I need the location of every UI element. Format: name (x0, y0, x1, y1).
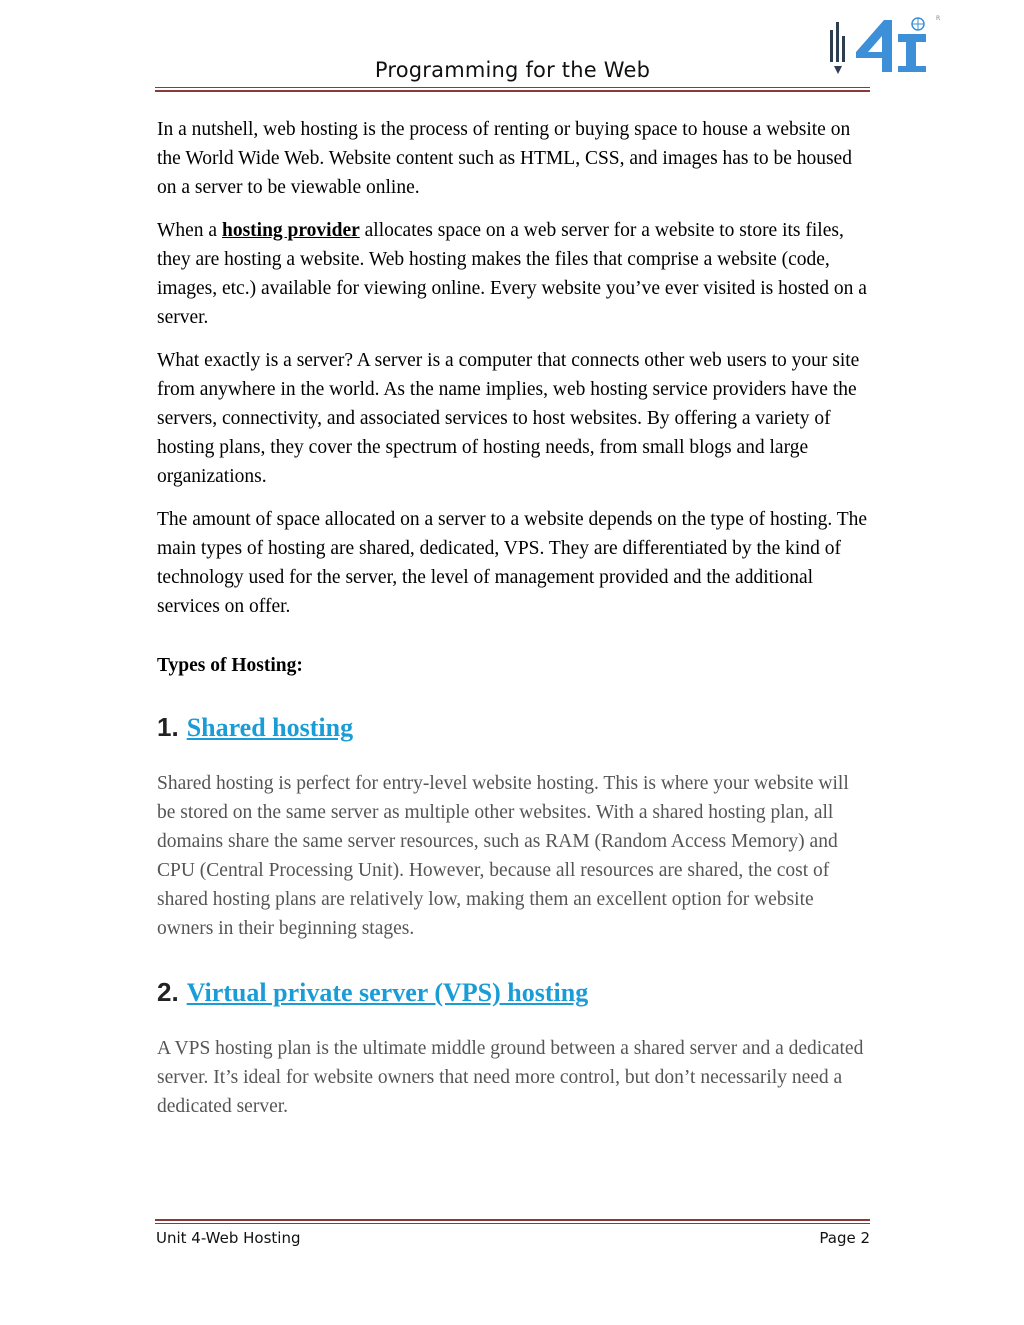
4i-logo-icon (826, 12, 946, 82)
section-heading-vps (157, 975, 872, 1010)
paragraph-server: What exactly is a server? A server is a computer that connects other web users to your site from anywhere in the world. As the name implies, web hosting service providers have the servers, connectivity, and associated services to host websites. By offering a variety of hosting plans, they cover the spectrum of hosting needs, from small blogs and large organizations. (157, 350, 860, 487)
section-number: 2. (157, 977, 179, 1007)
paragraph-text: When a (157, 220, 222, 241)
paragraph-vps-hosting: A VPS hosting plan is the ultimate middle ground between a shared server and a dedicated server. It’s ideal for website owners that need more control, but don’t necessarily need a dedicated server. (157, 1038, 864, 1117)
header-title: Programming for the Web (374, 58, 651, 82)
paragraph-space: The amount of space allocated on a server to a website depends on the type of hosting. The main types of hosting are shared, dedicated, VPS. They are differentiated by the kind of technology used for the server, the level of management provided and the additional services on offer. (157, 509, 868, 617)
document-body (157, 115, 872, 1135)
types-of-hosting-heading: Types of Hosting: (157, 655, 303, 676)
footer-unit-label: Unit 4-Web Hosting (156, 1229, 301, 1247)
vps-hosting-link[interactable]: Virtual private server (VPS) hosting (186, 978, 589, 1007)
registered-mark: R (936, 15, 941, 22)
paragraph-shared-hosting: Shared hosting is perfect for entry-level website hosting. This is where your website will be stored on the same server as multiple other websites. With a shared hosting plan, all domains share the same server resources, such as RAM (Random Access Memory) and CPU (Central Processing Unit). However, because all resources are shared, the cost of shared hosting plans are relatively low, making them an excellent option for website owners in their beginning stages. (157, 773, 849, 939)
hosting-provider-link[interactable]: hosting provider (221, 220, 360, 241)
shared-hosting-link[interactable]: Shared hosting (186, 713, 354, 742)
paragraph-hosting-provider (157, 216, 872, 332)
section-number: 1. (157, 712, 179, 742)
paragraph-text: allocates space on a web server for a website to store its files, they are hosting a website. Web hosting makes the files that comprise a website (code, images, etc.) available for viewing online. Every website you’ve ever visited is hosted on a server. (157, 220, 867, 328)
header-rule (155, 87, 870, 92)
section-heading-shared (157, 710, 872, 745)
paragraph-intro: In a nutshell, web hosting is the process of renting or buying space to house a website on the World Wide Web. Website content such as HTML, CSS, and images has to be housed on a server to be viewable online. (157, 119, 852, 198)
footer-page-number: Page 2 (819, 1229, 870, 1247)
footer-rule (155, 1219, 870, 1224)
